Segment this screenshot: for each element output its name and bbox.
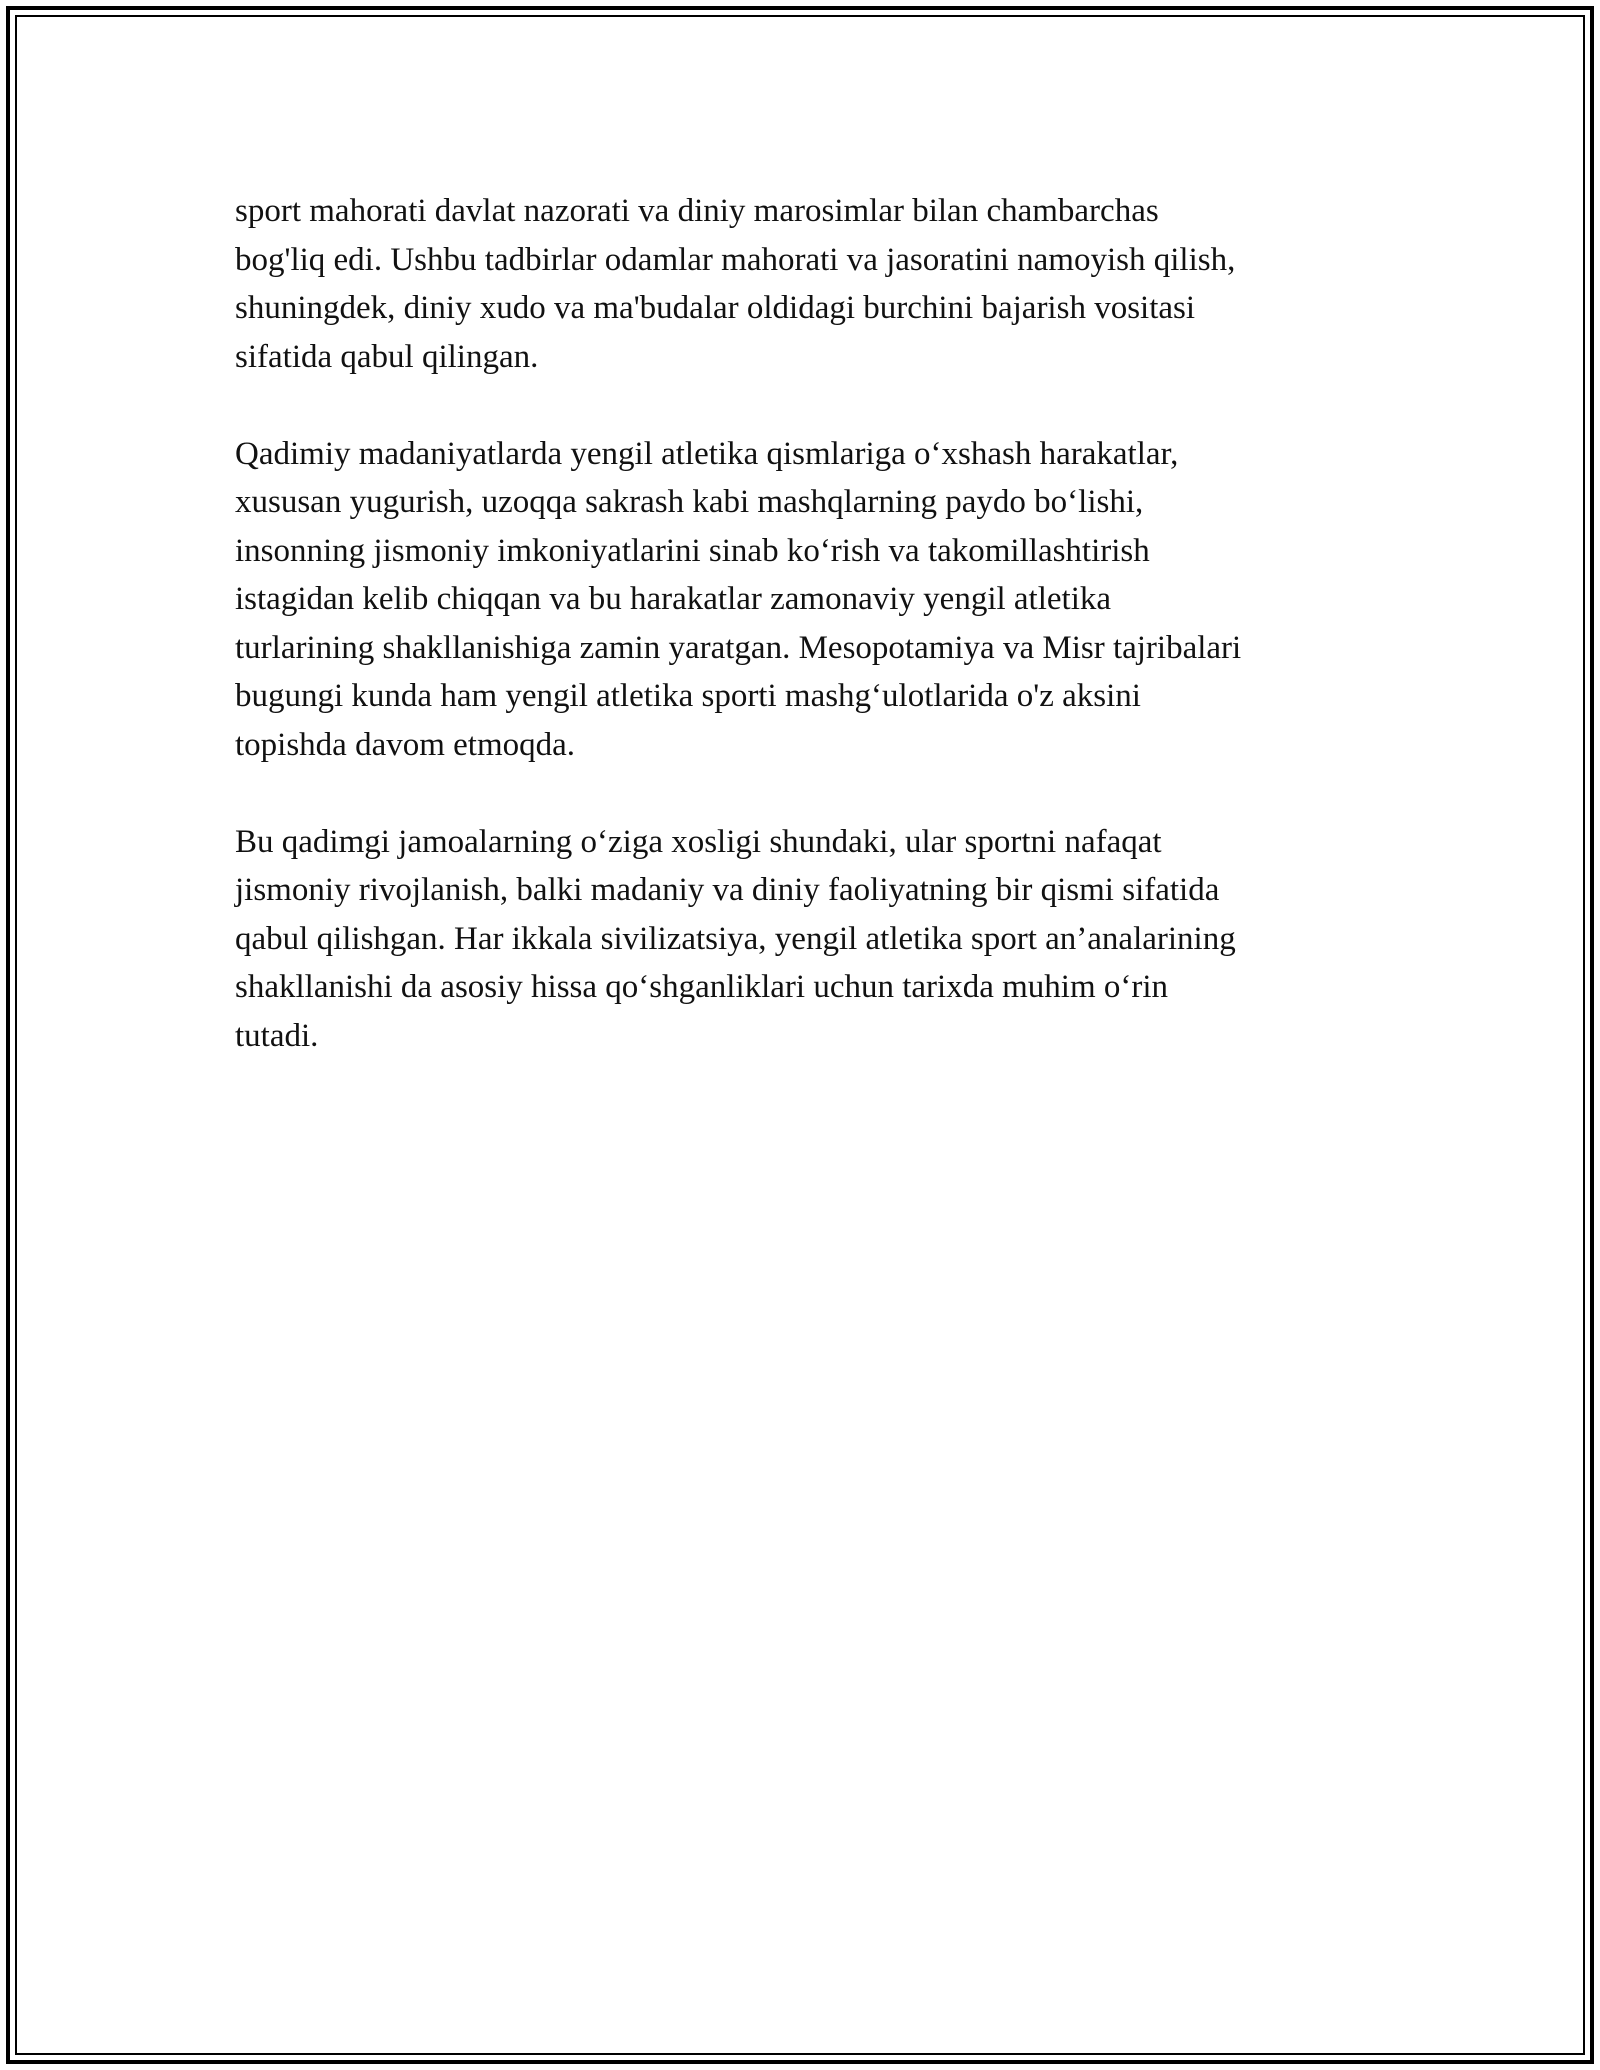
text-line: sifatida qabul qilingan. bbox=[235, 338, 539, 375]
text-line: insonning jismoniy imkoniyatlarini sinab ko‘rish va takomillashtirish bbox=[235, 532, 1150, 569]
text-line: Qadimiy madaniyatlarda yengil atletika qismlariga o‘xshash harakatlar, bbox=[235, 435, 1179, 472]
text-line: sport mahorati davlat nazorati va diniy marosimlar bilan chambarchas bbox=[235, 193, 1159, 229]
text-line: turlarining shakllanishiga zamin yaratgan. Mesopotamiya va Misr tajribalari bbox=[235, 629, 1242, 666]
text-line: istagidan kelib chiqqan va bu harakatlar zamonaviy yengil atletika bbox=[235, 581, 1112, 617]
text-line: topishda davom etmoqda. bbox=[235, 726, 576, 763]
text-line: Bu qadimgi jamoalarning o‘ziga xosligi shundaki, ular sportni nafaqat bbox=[235, 823, 1162, 860]
paragraph-1 bbox=[235, 187, 1365, 381]
text-line: bugungi kunda ham yengil atletika sporti mashg‘ulotlarida o'z aksini bbox=[235, 678, 1141, 714]
text-line: qabul qilishgan. Har ikkala sivilizatsiya, yengil atletika sport an’analarining bbox=[235, 920, 1236, 957]
text-line: bog'liq edi. Ushbu tadbirlar odamlar mahorati va jasoratini namoyish qilish, bbox=[235, 241, 1236, 278]
text-line: xususan yugurish, uzoqqa sakrash kabi mashqlarning paydo bo‘lishi, bbox=[235, 484, 1144, 520]
text-line: shakllanishi da asosiy hissa qo‘shganliklari uchun tarixda muhim o‘rin bbox=[235, 969, 1169, 1005]
document-body bbox=[235, 187, 1365, 1109]
text-line: tutadi. bbox=[235, 1017, 319, 1054]
paragraph-2 bbox=[235, 430, 1365, 770]
paragraph-3 bbox=[235, 818, 1365, 1061]
text-line: shuningdek, diniy xudo va ma'budalar oldidagi burchini bajarish vositasi bbox=[235, 290, 1196, 326]
text-line: jismoniy rivojlanish, balki madaniy va diniy faoliyatning bir qismi sifatida bbox=[235, 872, 1220, 908]
